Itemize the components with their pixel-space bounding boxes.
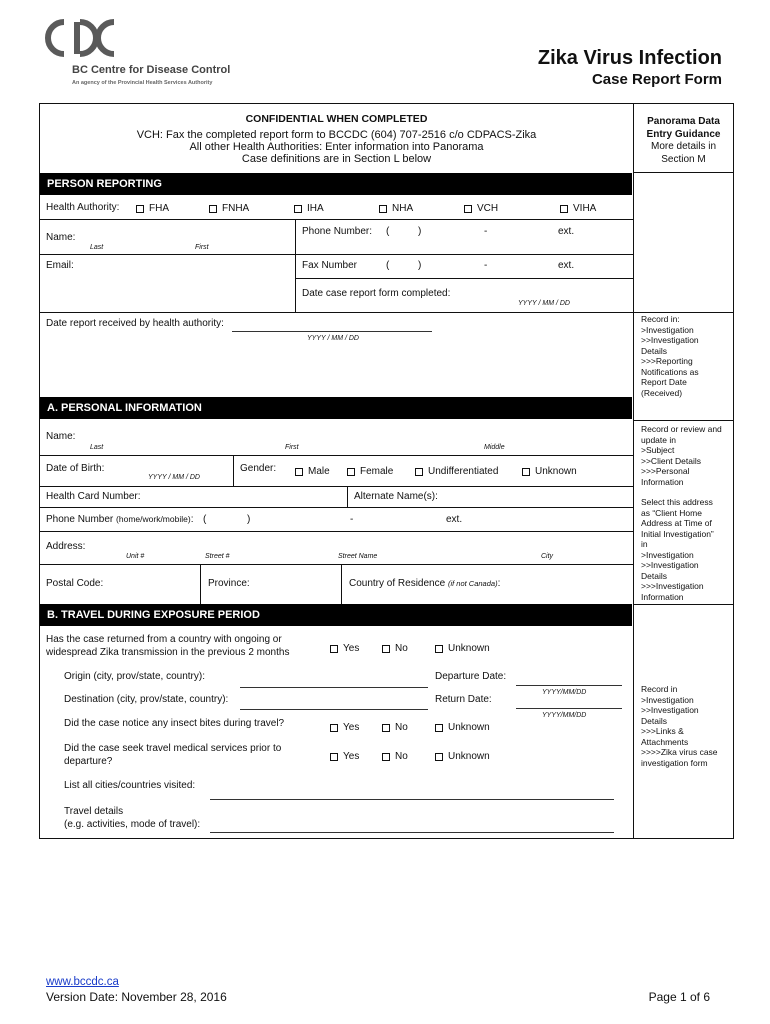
rule [347,486,348,507]
checkbox-icon [330,724,338,732]
case-phone-ext: ext. [446,514,463,525]
date-received-field[interactable] [232,331,432,332]
reporter-phone-ext: ext. [558,226,575,237]
return-date-label: Return Date: [435,694,492,705]
rule [39,531,633,532]
form-title: Zika Virus Infection [537,47,722,69]
authority-checkbox-iha[interactable]: IHA [294,203,324,214]
rule [39,219,633,220]
dob-label: Date of Birth: [46,463,105,474]
dob-format: YYYY / MM / DD [148,474,200,481]
reporter-phone-paren-close: ) [418,226,422,237]
reporter-fax-paren-close: ) [418,260,422,271]
travel-details-label: Travel details (e.g. activities, mode of travel): [64,806,201,830]
intro-block [40,113,633,165]
country-label: Country of Residence (if not Canada): [349,578,501,589]
medical-checkbox-unknown[interactable]: Unknown [435,751,490,762]
checkbox-icon [382,753,390,761]
date-completed-label: Date case report form completed: [302,288,451,299]
departure-date-format: YYYY/MM/DD [542,689,587,696]
checkbox-icon [560,205,568,213]
country-hint: (if not Canada) [447,579,498,588]
rule [633,604,733,605]
destination-label: Destination (city, prov/state, country): [64,694,229,705]
reporter-fax-paren-open: ( [386,260,390,271]
returned-options [330,643,530,657]
health-card-label: Health Card Number: [46,491,141,502]
address-label: Address: [46,541,86,552]
frame-top [39,103,733,104]
returned-checkbox-no[interactable]: No [382,643,408,654]
reporter-name-label: Name: [46,232,76,243]
rule [39,254,633,255]
reporter-fax-ext: ext. [558,260,575,271]
reporter-phone-dash: - [484,226,488,237]
province-label: Province: [208,578,250,589]
case-phone-label: Phone Number (home/work/mobile): [46,514,194,525]
frame-divider [633,103,634,839]
rule [633,420,733,421]
origin-label: Origin (city, prov/state, country): [64,671,205,682]
case-phone-paren-close: ) [247,514,251,525]
gender-label: Gender: [240,463,277,474]
checkbox-icon [382,724,390,732]
gender-checkbox-female[interactable]: Female [347,466,393,477]
frame-bottom [39,838,733,839]
sidebar-note-travel: Record in >Investigation >>Investigation Details >>>Links & Attachments >>>>Zika virus case investigation form [641,684,718,768]
address-street-name-hint: Street Name [338,553,378,560]
origin-field[interactable] [240,687,428,688]
gender-checkbox-male[interactable]: Male [295,466,330,477]
rule [39,507,633,508]
cdc-logo-mark-icon [42,18,122,58]
departure-date-field[interactable] [516,685,622,686]
postal-code-label: Postal Code: [46,578,104,589]
person-reporting-heading: PERSON REPORTING [40,173,632,195]
rule [200,564,201,604]
intro-line-2: All other Health Authorities: Enter information into Panorama [189,141,484,153]
gender-checkbox-undifferentiated[interactable]: Undifferentiated [415,466,498,477]
medical-services-question: Did the case seek travel medical services prior to departure? [64,743,282,767]
bites-checkbox-no[interactable]: No [382,722,408,733]
returned-checkbox-unknown[interactable]: Unknown [435,643,490,654]
checkbox-icon [382,645,390,653]
rule [295,278,633,279]
footer-link[interactable]: www.bccdc.ca [46,976,119,988]
cities-visited-field[interactable] [210,799,614,800]
checkbox-icon [379,205,387,213]
rule [341,564,342,604]
gender-options [295,466,625,480]
gender-checkbox-unknown[interactable]: Unknown [522,466,577,477]
page-number: Page 1 of 6 [648,990,710,1004]
sidebar-note-reporting: Record in: >Investigation >>Investigation Details >>>Reporting Notifications as Report Date (Received) [641,314,699,398]
bites-checkbox-yes[interactable]: Yes [330,722,359,733]
address-city-hint: City [541,553,554,560]
sidebar-more-1: More details in [650,141,717,152]
checkbox-icon [435,724,443,732]
travel-details-field[interactable] [210,832,614,833]
intro-line-1: VCH: Fax the completed report form to BCCDC (604) 707-2516 c/o CDPACS-Zika [136,129,537,141]
bites-checkbox-unknown[interactable]: Unknown [435,722,490,733]
case-phone-paren-open: ( [203,514,207,525]
rule [295,219,296,313]
rule [39,312,733,313]
checkbox-icon [415,468,423,476]
address-unit-hint: Unit # [126,553,145,560]
checkbox-icon [347,468,355,476]
frame-right [733,103,734,839]
checkbox-icon [435,753,443,761]
checkbox-icon [294,205,302,213]
checkbox-icon [435,645,443,653]
travel-heading: B. TRAVEL DURING EXPOSURE PERIOD [40,604,632,626]
case-first-hint: First [285,444,299,451]
rule [233,455,234,486]
returned-checkbox-yes[interactable]: Yes [330,643,359,654]
sidebar-heading [634,116,733,166]
date-received-format: YYYY / MM / DD [307,335,359,342]
medical-services-options [330,751,530,765]
insect-bites-options [330,722,530,736]
reporter-fax-label: Fax Number [302,260,358,271]
authority-checkbox-fnha[interactable]: FNHA [209,203,249,214]
checkbox-icon [136,205,144,213]
sidebar-title-1: Panorama Data [647,116,720,127]
cities-visited-label: List all cities/countries visited: [64,780,196,791]
case-phone-hint: (home/work/mobile) [116,514,191,524]
return-date-field[interactable] [516,708,622,709]
version-date: Version Date: November 28, 2016 [46,990,227,1004]
intro-line-3: Case definitions are in Section L below [241,153,432,165]
authority-checkbox-vch[interactable]: VCH [464,203,498,214]
sidebar-heading-rule [633,172,733,173]
reporter-email-label: Email: [46,260,74,271]
sidebar-note-personal: Record or review and update in >Subject >>Client Details >>>Personal Information [641,424,722,487]
destination-field[interactable] [240,709,428,710]
health-authority-label: Health Authority: [46,202,120,213]
insect-bites-question: Did the case notice any insect bites during travel? [64,718,285,729]
return-date-format: YYYY/MM/DD [542,712,587,719]
case-phone-dash: - [350,514,354,525]
confidential-notice: CONFIDENTIAL WHEN COMPLETED [245,113,428,125]
reporter-first-hint: First [195,244,209,251]
reporter-last-hint: Last [90,244,104,251]
case-name-label: Name: [46,431,76,442]
rule [39,486,633,487]
address-street-num-hint: Street # [205,553,230,560]
checkbox-icon [330,753,338,761]
date-completed-format: YYYY / MM / DD [518,300,570,307]
case-last-hint: Last [90,444,104,451]
sidebar-more-2: Section M [661,153,706,165]
sidebar-note-address: Select this address as “Client Home Address at Time of Initial Investigation” in >Investigation >>Investigation Details >>>Investigation Information [641,497,714,602]
case-middle-hint: Middle [484,444,505,451]
authority-checkbox-fha[interactable]: FHA [136,203,169,214]
date-received-label: Date report received by health authority: [46,318,224,329]
form-subtitle: Case Report Form [591,71,722,88]
reporter-fax-dash: - [484,260,488,271]
departure-date-label: Departure Date: [435,671,507,682]
rule [39,564,633,565]
authority-checkbox-nha[interactable]: NHA [379,203,413,214]
bccdc-logo [42,18,242,90]
logo-tagline: An agency of the Provincial Health Services Authority [72,80,213,86]
reporter-phone-paren-open: ( [386,226,390,237]
sidebar-title-2: Entry Guidance [646,128,721,140]
health-authority-options [136,203,626,217]
alt-names-label: Alternate Name(s): [354,491,438,502]
medical-checkbox-no[interactable]: No [382,751,408,762]
reporter-phone-label: Phone Number: [302,226,373,237]
checkbox-icon [209,205,217,213]
returned-question: Has the case returned from a country with ongoing or widespread Zika transmission in the previous 2 months [46,634,290,658]
personal-info-heading: A. PERSONAL INFORMATION [40,397,632,419]
medical-checkbox-yes[interactable]: Yes [330,751,359,762]
rule [39,455,633,456]
authority-checkbox-viha[interactable]: VIHA [560,203,596,214]
checkbox-icon [464,205,472,213]
checkbox-icon [330,645,338,653]
logo-org-name: BC Centre for Disease Control [72,64,231,76]
checkbox-icon [522,468,530,476]
frame-left [39,103,40,839]
checkbox-icon [295,468,303,476]
